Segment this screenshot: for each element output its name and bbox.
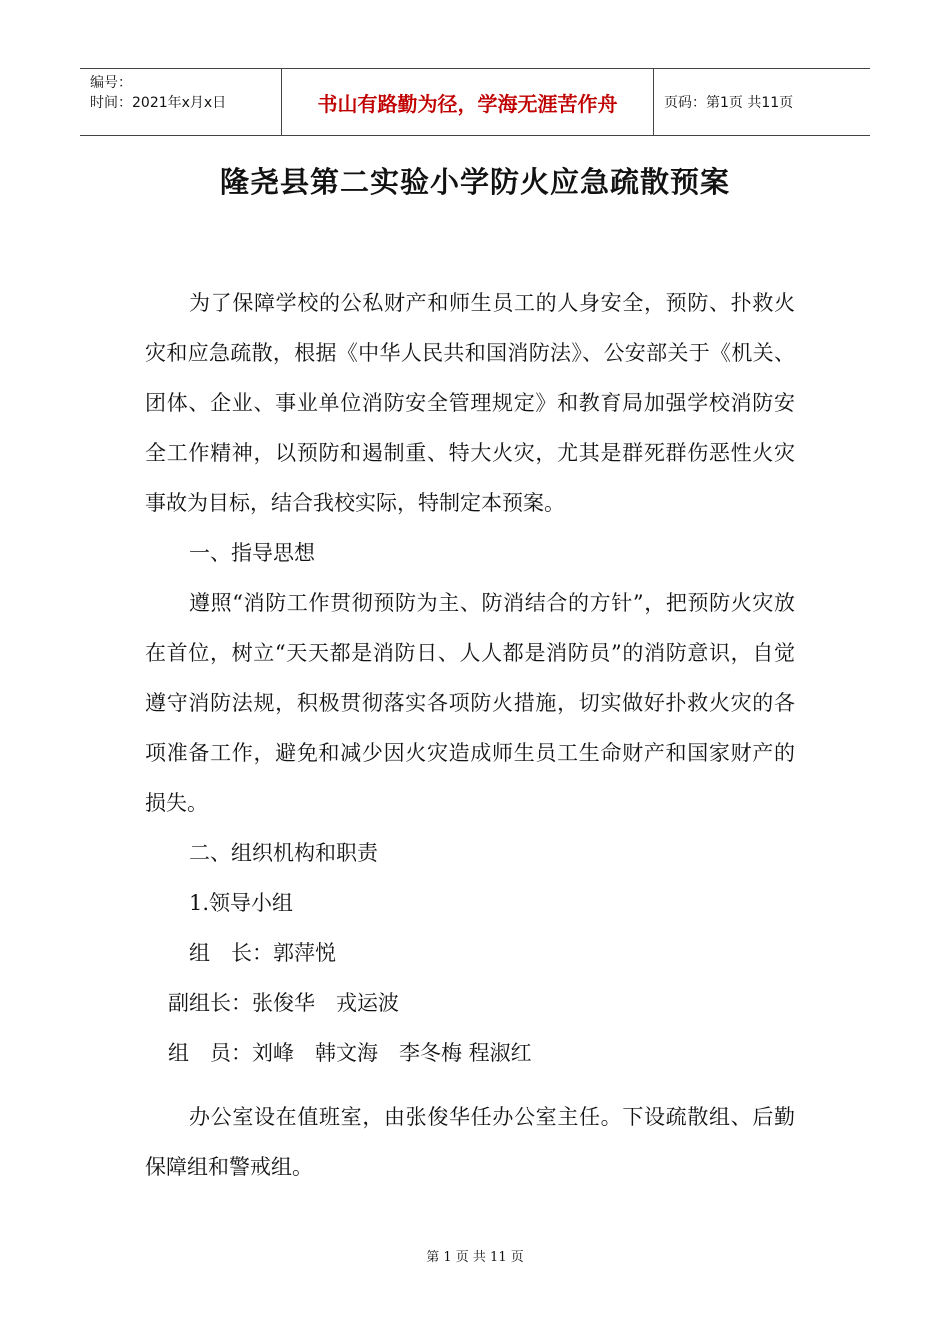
header-motto: 书山有路勤为径，学海无涯苦作舟 xyxy=(281,69,654,135)
page-footer: 第 1 页 共 11 页 xyxy=(426,1250,524,1265)
document-body xyxy=(145,278,795,1192)
time-label: 时间：2021年x月x日 xyxy=(90,95,227,111)
members-line: 组 员：刘峰 韩文海 李冬梅 程淑红 xyxy=(168,1041,532,1065)
guiding-principle-paragraph: 遵照“消防工作贯彻预防为主、防消结合的方针”，把预防火灾放在首位，树立“天天都是消防日、人人都是消防员”的消防意识，自觉遵守消防法规，积极贯彻落实各项防火措施，切实做好扑救火灾的各项准备工作，避免和减少因火灾造成师生员工生命财产和国家财产的损失。 xyxy=(145,591,795,815)
section-heading-organization: 二、组织机构和职责 xyxy=(189,841,378,865)
section-heading-guiding-principle: 一、指导思想 xyxy=(189,541,315,565)
header-table xyxy=(80,68,870,136)
document-title: 隆尧县第二实验小学防火应急疏散预案 xyxy=(219,165,730,199)
code-label: 编号： xyxy=(90,75,132,91)
subsection-heading-leadership: 1.领导小组 xyxy=(189,891,294,915)
leader-line: 组 长：郭萍悦 xyxy=(189,941,336,965)
office-paragraph: 办公室设在值班室，由张俊华任办公室主任。下设疏散组、后勤保障组和警戒组。 xyxy=(145,1105,795,1179)
header-page-info: 页码：第1页 共11页 xyxy=(664,95,794,111)
deputy-line: 副组长：张俊华 戎运波 xyxy=(168,991,399,1015)
intro-paragraph: 为了保障学校的公私财产和师生员工的人身安全，预防、扑救火灾和应急疏散，根据《中华人民共和国消防法》、公安部关于《机关、团体、企业、事业单位消防安全管理规定》和教育局加强学校消防安全工作精神，以预防和遏制重、特大火灾，尤其是群死群伤恶性火灾事故为目标，结合我校实际，特制定本预案。 xyxy=(145,291,795,515)
header-meta xyxy=(80,69,281,135)
